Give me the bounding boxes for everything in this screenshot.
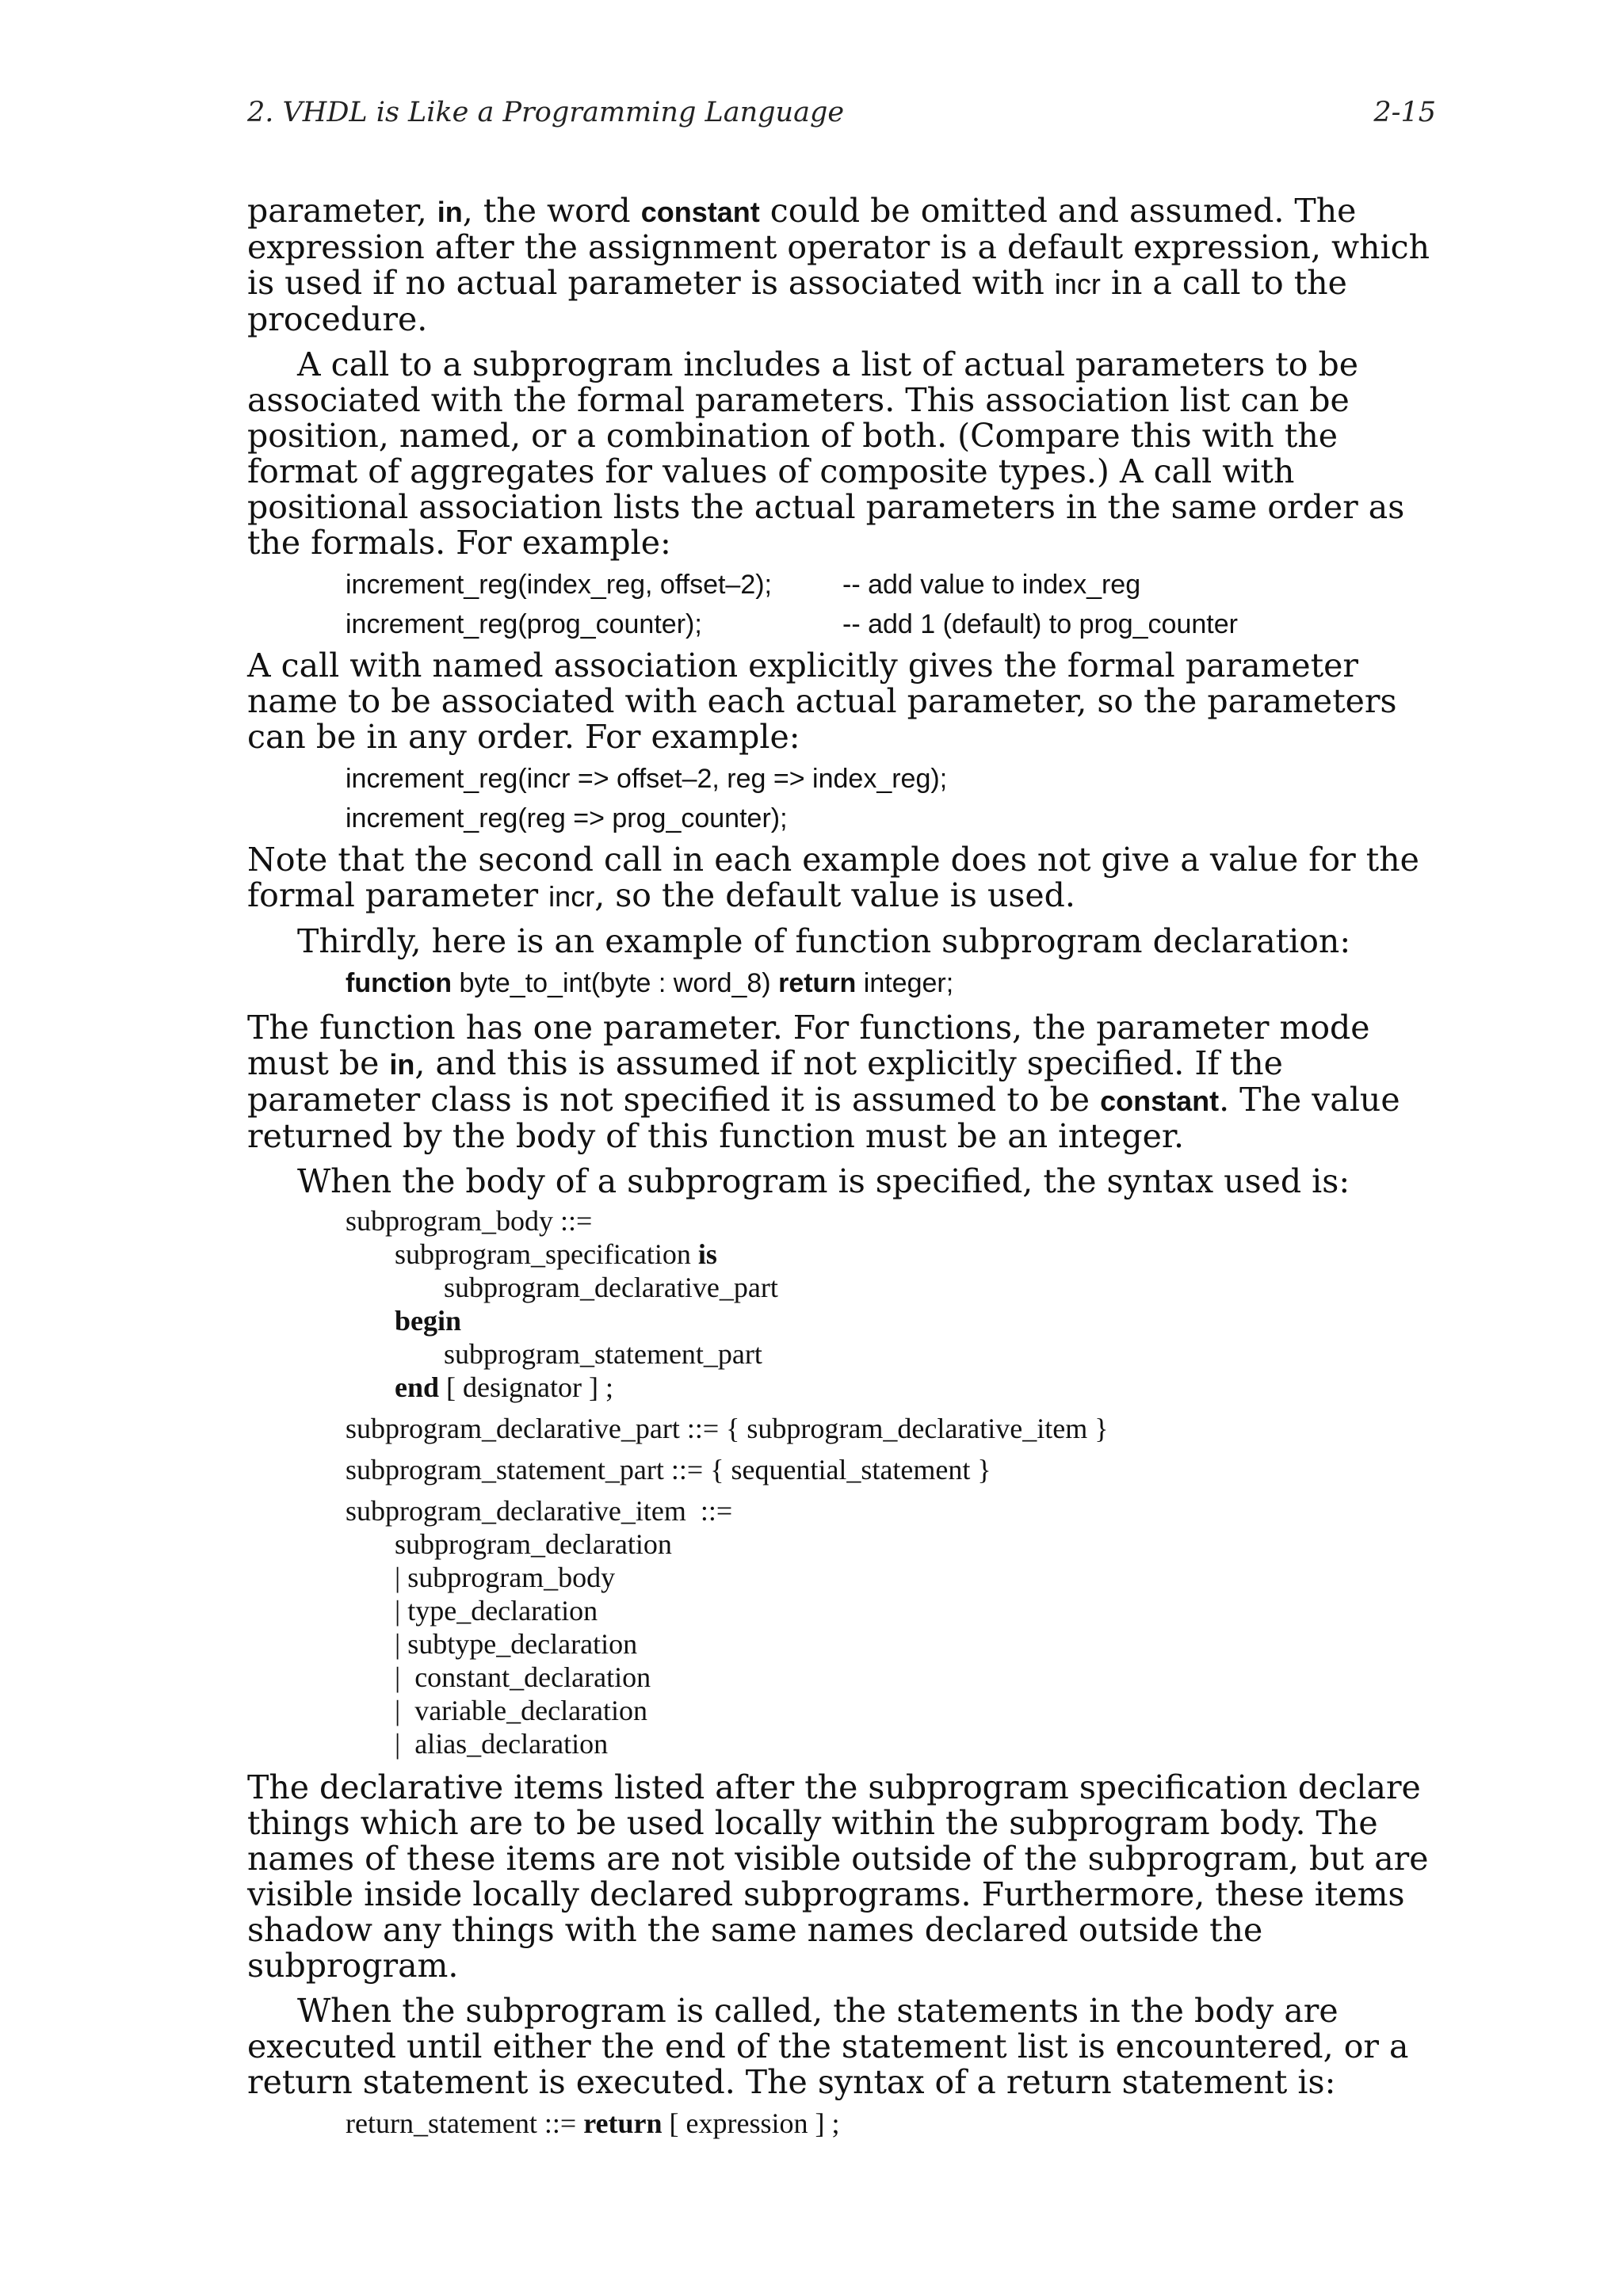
syntax-line: | alias_declaration: [395, 1728, 609, 1760]
code-line: function byte_to_int(byte : word_8) return integer;: [346, 968, 954, 998]
page-number: 2-15: [1373, 97, 1436, 128]
code-line: increment_reg(incr => offset–2, reg => index_reg);: [346, 764, 948, 794]
identifier-incr: incr: [1054, 268, 1101, 300]
keyword-return: return: [583, 2107, 663, 2139]
paragraph-subprogram-call: A call to a subprogram includes a list of actual parameters to be associated with the formal parameters. This association list can be position, named, or a combination of both. (Compare this with the format of aggregates for values of composite types.) A call with positional association lists the actual parameters in the same order as the formals. For example:: [247, 345, 1405, 562]
syntax-line: subprogram_statement_part: [444, 1338, 762, 1370]
paragraph-body-syntax-intro: When the body of a subprogram is specified, the syntax used is:: [297, 1162, 1350, 1200]
syntax-line: return_statement ::= return [ expression ] ;: [346, 2107, 840, 2139]
syntax-line: | type_declaration: [395, 1595, 598, 1627]
return-statement-syntax: [346, 2107, 1436, 2140]
keyword-is: is: [697, 1238, 717, 1270]
syntax-line: subprogram_specification is: [395, 1238, 717, 1270]
code-comment: -- add value to index_reg: [842, 570, 1141, 600]
paragraph-declarative-items: The declarative items listed after the subprogram specification declare things which are to be used locally within the subprogram body. The names of these items are not visible outside of the subprogram, but are visible inside locally declared subprograms. Furthermore, these items shadow any things with the same names declared outside the subprogram.: [247, 1768, 1429, 1985]
page-body: [247, 193, 1436, 2140]
identifier-incr: incr: [548, 880, 595, 913]
paragraph-named-association: A call with named association explicitly gives the formal parameter name to be associated with each actual parameter, so the parameters can be in any order. For example:: [247, 646, 1397, 756]
syntax-line: subprogram_declarative_part: [444, 1272, 778, 1303]
named-call-example: [346, 763, 1436, 834]
syntax-line: subprogram_statement_part ::= { sequential_statement }: [346, 1454, 991, 1486]
keyword-constant: constant: [1100, 1085, 1220, 1117]
subprogram-body-syntax: [346, 1204, 1436, 1760]
positional-call-example: [346, 569, 1436, 640]
syntax-line: end [ designator ] ;: [395, 1371, 613, 1403]
syntax-line: subprogram_body ::=: [346, 1205, 593, 1237]
keyword-in: in: [437, 196, 463, 228]
syntax-line: | constant_declaration: [395, 1661, 651, 1693]
keyword-return: return: [778, 968, 857, 998]
chapter-title: 2. VHDL is Like a Programming Language: [247, 97, 845, 128]
keyword-end: end: [395, 1371, 440, 1403]
keyword-begin: begin: [395, 1305, 462, 1337]
code-line: increment_reg(index_reg, offset–2); -- add value to index_reg: [346, 570, 1141, 600]
function-declaration-example: [346, 967, 1436, 999]
paragraph-default-value-note: Note that the second call in each example does not give a value for the formal parameter incr, so the default value is used.: [247, 841, 1419, 914]
syntax-line: [346, 1304, 1436, 1337]
code-line: increment_reg(prog_counter); -- add 1 (default) to prog_counter: [346, 609, 1238, 639]
keyword-in: in: [389, 1048, 415, 1081]
syntax-line: subprogram_declarative_part ::= { subprogram_declarative_item }: [346, 1413, 1109, 1444]
paragraph-function-parameter: The function has one parameter. For functions, the parameter mode must be in, and this is assumed if not explicitly specified. If the parameter class is not specified it is assumed to be constant. The value returned by the body of this function must be an integer.: [247, 1009, 1400, 1155]
syntax-line: subprogram_declarative_item ::=: [346, 1495, 733, 1527]
keyword-function: function: [346, 968, 453, 998]
syntax-line: | subprogram_body: [395, 1562, 616, 1593]
syntax-line: | variable_declaration: [395, 1695, 648, 1726]
syntax-line: | subtype_declaration: [395, 1628, 638, 1660]
syntax-line: subprogram_declaration: [395, 1528, 672, 1560]
paragraph-return-statement: When the subprogram is called, the statements in the body are executed until either the end of the statement list is encountered, or a return statement is executed. The syntax of a return statement is:: [247, 1992, 1409, 2101]
paragraph-default-expression: parameter, in, the word constant could be omitted and assumed. The expression after the assignment operator is a default expression, which is used if no actual parameter is associated with incr in a call to the procedure.: [247, 192, 1430, 338]
code-comment: -- add 1 (default) to prog_counter: [842, 609, 1238, 639]
keyword-constant: constant: [640, 196, 760, 228]
paragraph-function-intro: Thirdly, here is an example of function subprogram declaration:: [297, 922, 1351, 960]
code-line: increment_reg(reg => prog_counter);: [346, 803, 788, 833]
